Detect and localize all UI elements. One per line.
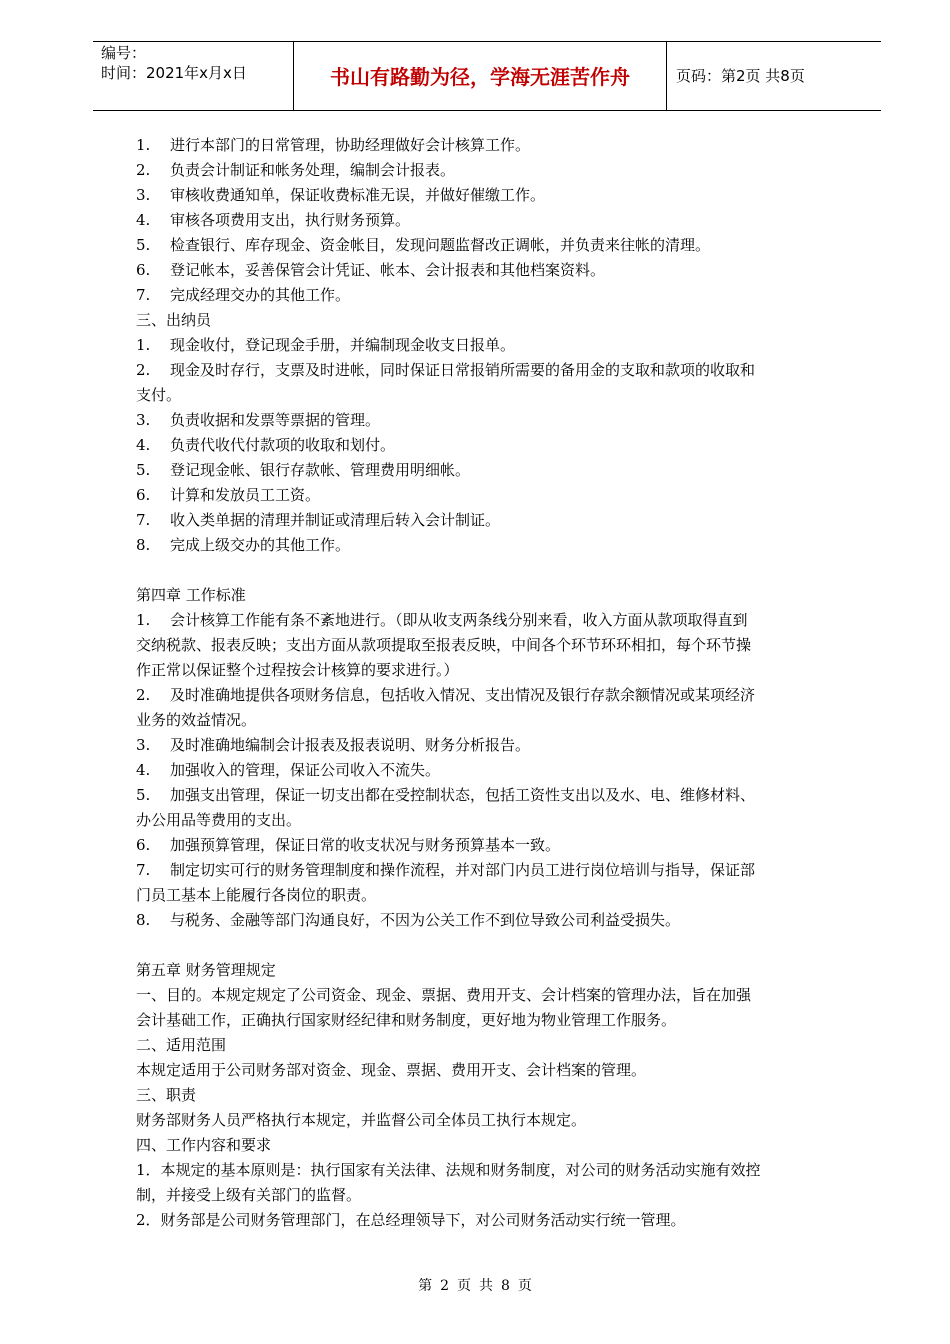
- list-item-text: 登记帐本，妥善保管会计凭证、帐本、会计报表和其他档案资料。: [170, 261, 606, 279]
- paragraph-text: 作正常以保证整个过程按会计核算的要求进行。）: [136, 661, 459, 679]
- text-line: [136, 1083, 836, 1108]
- paragraph-text: 本规定适用于公司财务部对资金、现金、票据、费用开支、会计档案的管理。: [136, 1061, 647, 1079]
- text-line: [136, 583, 836, 608]
- list-item-text: 制定切实可行的财务管理制度和操作流程，并对部门内员工进行岗位培训与指导，保证部: [170, 861, 756, 879]
- list-item-text: 负责会计制证和帐务处理，编制会计报表。: [170, 161, 456, 179]
- text-line: [136, 508, 836, 533]
- text-line: [136, 408, 836, 433]
- text-line: [136, 183, 836, 208]
- paragraph-text: 二、适用范围: [136, 1036, 227, 1054]
- list-number: 1.: [136, 136, 151, 154]
- paragraph-text: 支付。: [136, 386, 182, 404]
- document-body: [136, 133, 836, 1233]
- list-number: 1.: [136, 336, 151, 354]
- list-item-text: 完成经理交办的其他工作。: [170, 286, 351, 304]
- text-line: [136, 808, 836, 833]
- text-line: [136, 1183, 836, 1208]
- list-number: 8.: [136, 911, 151, 929]
- text-line: [136, 708, 836, 733]
- header-motto-cell: [293, 42, 667, 110]
- text-line: [136, 158, 836, 183]
- list-item-text: 及时准确地提供各项财务信息，包括收入情况、支出情况及银行存款余额情况或某项经济: [170, 686, 756, 704]
- text-line: [136, 858, 836, 883]
- list-item-text: 加强预算管理，保证日常的收支状况与财务预算基本一致。: [170, 836, 561, 854]
- text-line: [136, 208, 836, 233]
- list-number: 6.: [136, 836, 151, 854]
- document-time-label: 时间：2021年x月x日: [101, 64, 247, 82]
- page-footer: [0, 1276, 950, 1296]
- list-number: 2.: [136, 161, 151, 179]
- blank-line: [136, 558, 836, 583]
- list-item-text: 加强支出管理，保证一切支出都在受控制状态，包括工资性支出以及水、电、维修材料、: [170, 786, 756, 804]
- text-line: [136, 358, 836, 383]
- list-item-text: 会计核算工作能有条不紊地进行。（即从收支两条线分别来看，收入方面从款项取得直到: [170, 611, 748, 629]
- list-item-text: 及时准确地编制会计报表及报表说明、财务分析报告。: [170, 736, 531, 754]
- list-item-text: 现金收付，登记现金手册，并编制现金收支日报单。: [170, 336, 516, 354]
- footer-total-pages: 8: [501, 1278, 510, 1294]
- list-item-text: 完成上级交办的其他工作。: [170, 536, 351, 554]
- text-line: [136, 833, 836, 858]
- paragraph-text: 第五章 财务管理规定: [136, 961, 276, 979]
- header-table: [93, 41, 881, 111]
- footer-ye-2: 页: [517, 1278, 532, 1294]
- list-item-text: 审核收费通知单，保证收费标准无误，并做好催缴工作。: [170, 186, 546, 204]
- paragraph-text: 一、目的。本规定规定了公司资金、现金、票据、费用开支、会计档案的管理办法，旨在加强: [136, 986, 752, 1004]
- list-number: 5.: [136, 786, 151, 804]
- text-line: [136, 608, 836, 633]
- text-line: [136, 983, 836, 1008]
- list-number: 7.: [136, 861, 151, 879]
- list-item-text: 计算和发放员工工资。: [170, 486, 321, 504]
- text-line: [136, 783, 836, 808]
- paragraph-text: 门员工基本上能履行各岗位的职责。: [136, 886, 377, 904]
- paragraph-text: 第四章 工作标准: [136, 586, 246, 604]
- list-number: 4.: [136, 436, 151, 454]
- paragraph-text: 2．财务部是公司财务管理部门，在总经理领导下，对公司财务活动实行统一管理。: [136, 1211, 686, 1229]
- list-item-text: 审核各项费用支出，执行财务预算。: [170, 211, 411, 229]
- list-item-text: 现金及时存行，支票及时进帐，同时保证日常报销所需要的备用金的支取和款项的收取和: [170, 361, 756, 379]
- list-item-text: 登记现金帐、银行存款帐、管理费用明细帐。: [170, 461, 471, 479]
- header-page-number: 页码：第2页 共8页: [676, 67, 805, 85]
- text-line: [136, 1208, 836, 1233]
- text-line: [136, 1108, 836, 1133]
- list-number: 7.: [136, 511, 151, 529]
- text-line: [136, 258, 836, 283]
- list-item-text: 负责收据和发票等票据的管理。: [170, 411, 381, 429]
- text-line: [136, 1058, 836, 1083]
- blank-line: [136, 933, 836, 958]
- paragraph-text: 1．本规定的基本原则是：执行国家有关法律、法规和财务制度，对公司的财务活动实施有效控: [136, 1161, 761, 1179]
- list-number: 5.: [136, 461, 151, 479]
- list-number: 4.: [136, 761, 151, 779]
- list-item-text: 进行本部门的日常管理，协助经理做好会计核算工作。: [170, 136, 531, 154]
- footer-page-number: 2: [440, 1278, 449, 1294]
- text-line: [136, 233, 836, 258]
- paragraph-text: 办公用品等费用的支出。: [136, 811, 302, 829]
- text-line: [136, 908, 836, 933]
- header-motto: 书山有路勤为径，学海无涯苦作舟: [330, 65, 630, 89]
- text-line: [136, 658, 836, 683]
- text-line: [136, 483, 836, 508]
- list-item-text: 收入类单据的清理并制证或清理后转入会计制证。: [170, 511, 501, 529]
- text-line: [136, 758, 836, 783]
- text-line: [136, 308, 836, 333]
- list-number: 5.: [136, 236, 151, 254]
- text-line: [136, 1033, 836, 1058]
- list-number: 2.: [136, 361, 151, 379]
- text-line: [136, 1158, 836, 1183]
- text-line: [136, 383, 836, 408]
- list-number: 1.: [136, 611, 151, 629]
- text-line: [136, 633, 836, 658]
- list-number: 3.: [136, 736, 151, 754]
- paragraph-text: 四、工作内容和要求: [136, 1136, 272, 1154]
- footer-ye: 页: [457, 1278, 471, 1294]
- header-left-cell: [93, 42, 293, 110]
- footer-di: 第: [418, 1278, 433, 1294]
- list-number: 8.: [136, 536, 151, 554]
- text-line: [136, 333, 836, 358]
- text-line: [136, 883, 836, 908]
- text-line: [136, 683, 836, 708]
- text-line: [136, 283, 836, 308]
- list-number: 6.: [136, 486, 151, 504]
- paragraph-text: 业务的效益情况。: [136, 711, 257, 729]
- document-code-label: 编号：: [101, 44, 147, 62]
- text-line: [136, 1133, 836, 1158]
- list-number: 6.: [136, 261, 151, 279]
- text-line: [136, 533, 836, 558]
- list-item-text: 检查银行、库存现金、资金帐目，发现问题监督改正调帐，并负责来往帐的清理。: [170, 236, 711, 254]
- list-number: 2.: [136, 686, 151, 704]
- paragraph-text: 会计基础工作，正确执行国家财经纪律和财务制度，更好地为物业管理工作服务。: [136, 1011, 677, 1029]
- paragraph-text: 三、职责: [136, 1086, 197, 1104]
- list-number: 7.: [136, 286, 151, 304]
- list-number: 3.: [136, 186, 151, 204]
- text-line: [136, 733, 836, 758]
- list-item-text: 负责代收代付款项的收取和划付。: [170, 436, 396, 454]
- list-item-text: 与税务、金融等部门沟通良好，不因为公关工作不到位导致公司利益受损失。: [170, 911, 681, 929]
- header-right-cell: [666, 42, 881, 110]
- list-item-text: 加强收入的管理，保证公司收入不流失。: [170, 761, 441, 779]
- text-line: [136, 133, 836, 158]
- paragraph-text: 三、出纳员: [136, 311, 212, 329]
- paragraph-text: 制，并接受上级有关部门的监督。: [136, 1186, 362, 1204]
- footer-gong: 共: [479, 1278, 493, 1294]
- paragraph-text: 交纳税款、报表反映；支出方面从款项提取至报表反映，中间各个环节环环相扣，每个环节操: [136, 636, 752, 654]
- text-line: [136, 1008, 836, 1033]
- list-number: 3.: [136, 411, 151, 429]
- text-line: [136, 958, 836, 983]
- text-line: [136, 458, 836, 483]
- text-line: [136, 433, 836, 458]
- paragraph-text: 财务部财务人员严格执行本规定，并监督公司全体员工执行本规定。: [136, 1111, 587, 1129]
- list-number: 4.: [136, 211, 151, 229]
